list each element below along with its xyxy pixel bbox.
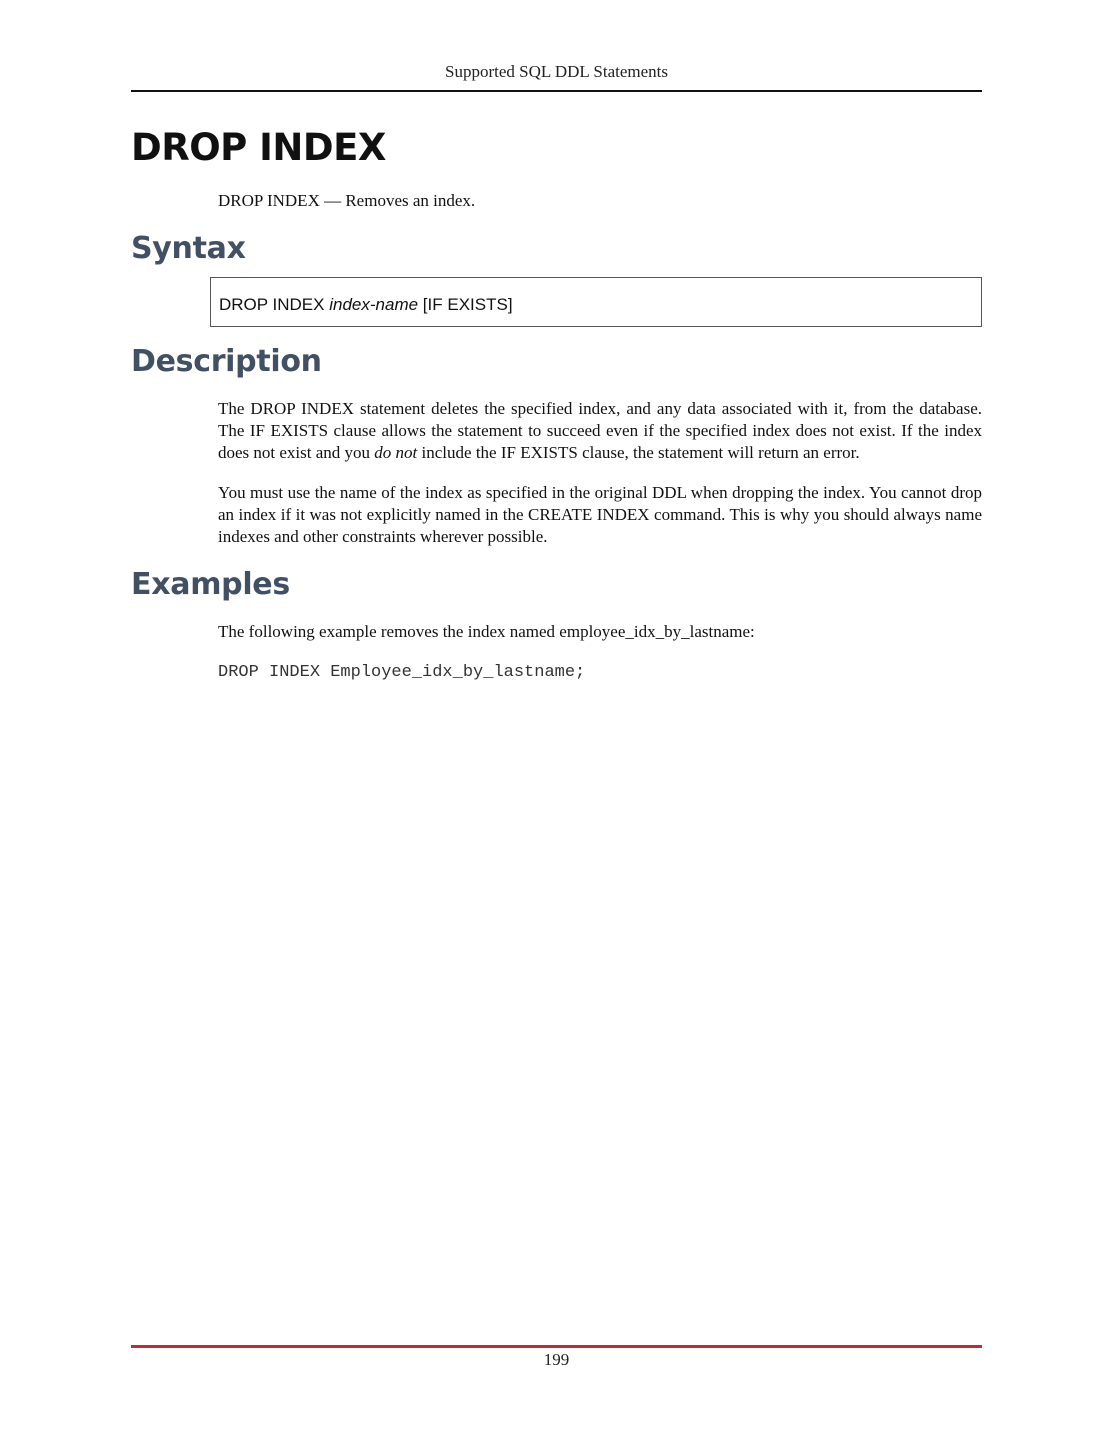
header-divider xyxy=(131,90,982,92)
footer-divider xyxy=(131,1345,982,1348)
examples-heading: Examples xyxy=(131,567,290,602)
syntax-heading: Syntax xyxy=(131,231,246,266)
synopsis-param: index-name xyxy=(329,295,419,314)
para1-text-before: The DROP INDEX statement deletes the specified index, and any data associated with it, from the database. The IF EXISTS clause allows the statement to succeed even if the specified index does not exist. If the index does not exist and you xyxy=(218,399,982,462)
para1-emphasis: do not xyxy=(374,443,418,462)
synopsis-keyword: DROP INDEX xyxy=(219,295,325,314)
code-example: DROP INDEX Employee_idx_by_lastname; xyxy=(218,663,586,682)
syntax-synopsis-box xyxy=(210,277,982,327)
examples-intro: The following example removes the index named employee_idx_by_lastname: xyxy=(218,622,755,641)
description-heading: Description xyxy=(131,344,322,379)
para1-text-after: include the IF EXISTS clause, the statement will return an error. xyxy=(417,443,860,462)
description-paragraph-1 xyxy=(218,398,982,464)
page-title: DROP INDEX xyxy=(131,126,386,169)
description-paragraph-2: You must use the name of the index as specified in the original DDL when dropping the index. You cannot drop an index if it was not explicitly named in the CREATE INDEX command. This is why you should always name indexes and other constraints wherever possible. xyxy=(218,483,982,546)
synopsis-text xyxy=(219,295,513,315)
running-header: Supported SQL DDL Statements xyxy=(444,62,669,81)
refpurpose: DROP INDEX — Removes an index. xyxy=(218,191,476,210)
synopsis-optional: [IF EXISTS] xyxy=(422,295,513,314)
page-number: 199 xyxy=(543,1350,570,1369)
